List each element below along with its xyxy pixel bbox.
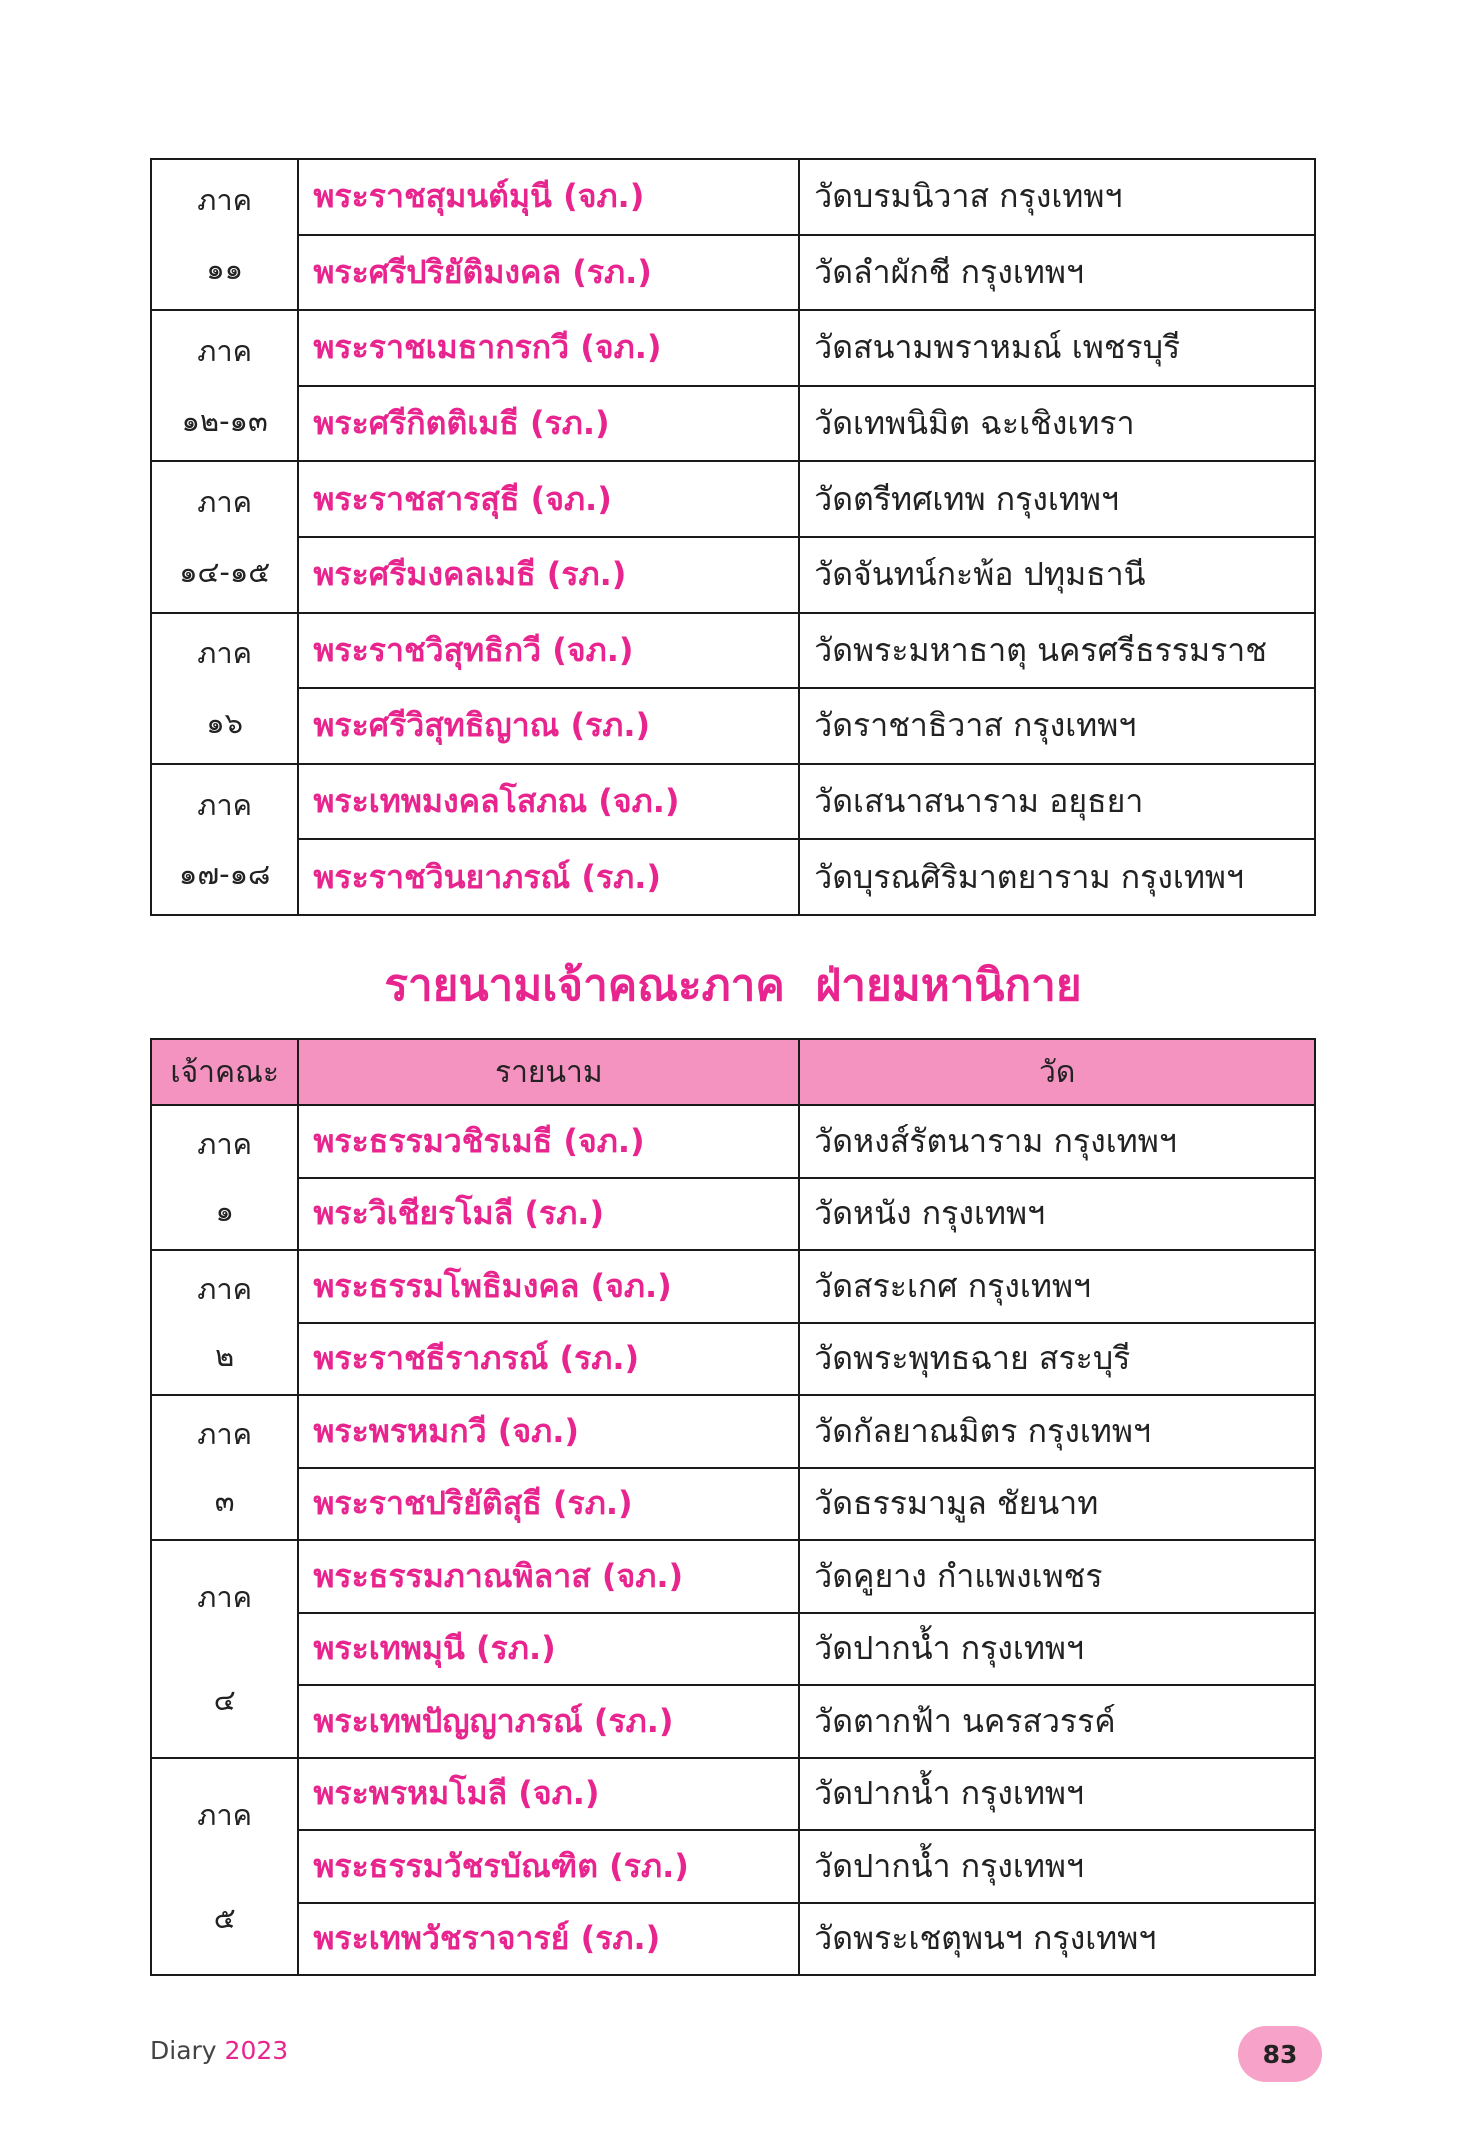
region-cell [151,1250,298,1395]
table-row [151,235,1315,311]
region-number: ๒ [215,1338,235,1373]
monk-name-cell: พระธรรมวชิรเมธี (จภ.) [298,1105,799,1178]
region-cell [151,764,298,915]
region-label: ภาค [197,787,253,822]
region-label: ภาค [197,1797,253,1832]
region-number: ๕ [213,1900,236,1935]
temple-cell: วัดหงส์รัตนาราม กรุงเทพฯ [799,1105,1315,1178]
section-title: รายนามเจ้าคณะภาค ฝ่ายมหานิกาย [384,960,1082,1011]
temple-cell: วัดเสนาสนาราม อยุธยา [799,764,1315,840]
region-cell [151,159,298,310]
table-row [151,764,1315,840]
region-number: ๑๑ [206,252,244,287]
temple-cell: วัดสนามพราหมณ์ เพชรบุรี [799,310,1315,386]
table-header-row [151,1039,1315,1105]
temple-cell: วัดลำผักชี กรุงเทพฯ [799,235,1315,311]
table-row [151,1395,1315,1468]
temple-cell: วัดพระเชตุพนฯ กรุงเทพฯ [799,1903,1315,1976]
monk-name-cell: พระเทพมงคลโสภณ (จภ.) [298,764,799,840]
table-row [151,1685,1315,1758]
temple-cell: วัดปากน้ำ กรุงเทพฯ [799,1758,1315,1831]
region-cell [151,1105,298,1250]
region-label: ภาค [197,485,253,520]
temple-cell: วัดปากน้ำ กรุงเทพฯ [799,1830,1315,1903]
temple-cell: วัดจันทน์กะพ้อ ปทุมธานี [799,537,1315,613]
table-row [151,310,1315,386]
table-row [151,1613,1315,1686]
table-row [151,461,1315,537]
table-row [151,839,1315,915]
temple-cell: วัดเทพนิมิต ฉะเชิงเทรา [799,386,1315,462]
region-cell [151,1758,298,1976]
region-number: ๑ [215,1193,234,1228]
regional-heads-table-top [150,158,1316,916]
table-row [151,1540,1315,1613]
region-label: ภาค [197,636,253,671]
temple-cell: วัดหนัง กรุงเทพฯ [799,1178,1315,1251]
temple-cell: วัดกัลยาณมิตร กรุงเทพฯ [799,1395,1315,1468]
footer-diary: Diary [150,2036,217,2065]
monk-name-cell: พระราชสุมนต์มุนี (จภ.) [298,159,799,235]
table-row [151,386,1315,462]
monk-name-cell: พระวิเชียรโมลี (รภ.) [298,1178,799,1251]
monk-name-cell: พระธรรมวัชรบัณฑิต (รภ.) [298,1830,799,1903]
region-label: ภาค [197,1127,253,1162]
table-row [151,1178,1315,1251]
region-label: ภาค [197,334,253,369]
monk-name-cell: พระเทพวัชราจารย์ (รภ.) [298,1903,799,1976]
temple-cell: วัดตากฟ้า นครสวรรค์ [799,1685,1315,1758]
regional-heads-table-mahanikaya [150,1038,1316,1976]
temple-cell: วัดสระเกศ กรุงเทพฯ [799,1250,1315,1323]
table-row [151,1468,1315,1541]
monk-name-cell: พระศรีปริยัติมงคล (รภ.) [298,235,799,311]
temple-cell: วัดคูยาง กำแพงเพชร [799,1540,1315,1613]
monk-name-cell: พระราชสารสุธี (จภ.) [298,461,799,537]
table-row [151,159,1315,235]
region-cell [151,461,298,612]
table-row [151,537,1315,613]
page-number-badge: 83 [1238,2026,1322,2082]
temple-cell: วัดพระพุทธฉาย สระบุรี [799,1323,1315,1396]
table-row [151,1758,1315,1831]
region-cell [151,613,298,764]
table-row [151,1323,1315,1396]
monk-name-cell: พระศรีมงคลเมธี (รภ.) [298,537,799,613]
temple-cell: วัดธรรมามูล ชัยนาท [799,1468,1315,1541]
table-row [151,1830,1315,1903]
table-row [151,1250,1315,1323]
table-row [151,1903,1315,1976]
temple-cell: วัดบุรณศิริมาตยาราม กรุงเทพฯ [799,839,1315,915]
region-label: ภาค [197,1580,253,1615]
monk-name-cell: พระราชวินยาภรณ์ (รภ.) [298,839,799,915]
region-label: ภาค [197,1417,253,1452]
monk-name-cell: พระพรหมโมลี (จภ.) [298,1758,799,1831]
monk-name-cell: พระศรีวิสุทธิญาณ (รภ.) [298,688,799,764]
region-label: ภาค [197,1272,253,1307]
temple-cell: วัดราชาธิวาส กรุงเทพฯ [799,688,1315,764]
temple-cell: วัดพระมหาธาตุ นครศรีธรรมราช [799,613,1315,689]
region-cell [151,1395,298,1540]
header-region: เจ้าคณะ [151,1039,298,1105]
region-number: ๑๖ [206,705,244,740]
table-row [151,613,1315,689]
header-name: รายนาม [298,1039,799,1105]
footer-label [150,2036,288,2065]
monk-name-cell: พระพรหมกวี (จภ.) [298,1395,799,1468]
region-cell [151,1540,298,1758]
region-number: ๔ [213,1683,236,1718]
region-number: ๓ [214,1483,235,1518]
footer-year: 2023 [224,2036,289,2065]
region-number: ๑๒-๑๓ [181,403,268,438]
temple-cell: วัดบรมนิวาส กรุงเทพฯ [799,159,1315,235]
monk-name-cell: พระธรรมภาณพิลาส (จภ.) [298,1540,799,1613]
region-cell [151,310,298,461]
monk-name-cell: พระราชปริยัติสุธี (รภ.) [298,1468,799,1541]
monk-name-cell: พระราชวิสุทธิกวี (จภ.) [298,613,799,689]
monk-name-cell: พระราชธีราภรณ์ (รภ.) [298,1323,799,1396]
monk-name-cell: พระเทพปัญญาภรณ์ (รภ.) [298,1685,799,1758]
monk-name-cell: พระราชเมธากรกวี (จภ.) [298,310,799,386]
temple-cell: วัดตรีทศเทพ กรุงเทพฯ [799,461,1315,537]
region-number: ๑๔-๑๕ [179,554,271,589]
monk-name-cell: พระศรีกิตติเมธี (รภ.) [298,386,799,462]
table-row [151,688,1315,764]
monk-name-cell: พระธรรมโพธิมงคล (จภ.) [298,1250,799,1323]
region-label: ภาค [197,182,253,217]
temple-cell: วัดปากน้ำ กรุงเทพฯ [799,1613,1315,1686]
monk-name-cell: พระเทพมุนี (รภ.) [298,1613,799,1686]
table-row [151,1105,1315,1178]
region-number: ๑๗-๑๘ [178,857,271,892]
header-temple: วัด [799,1039,1315,1105]
